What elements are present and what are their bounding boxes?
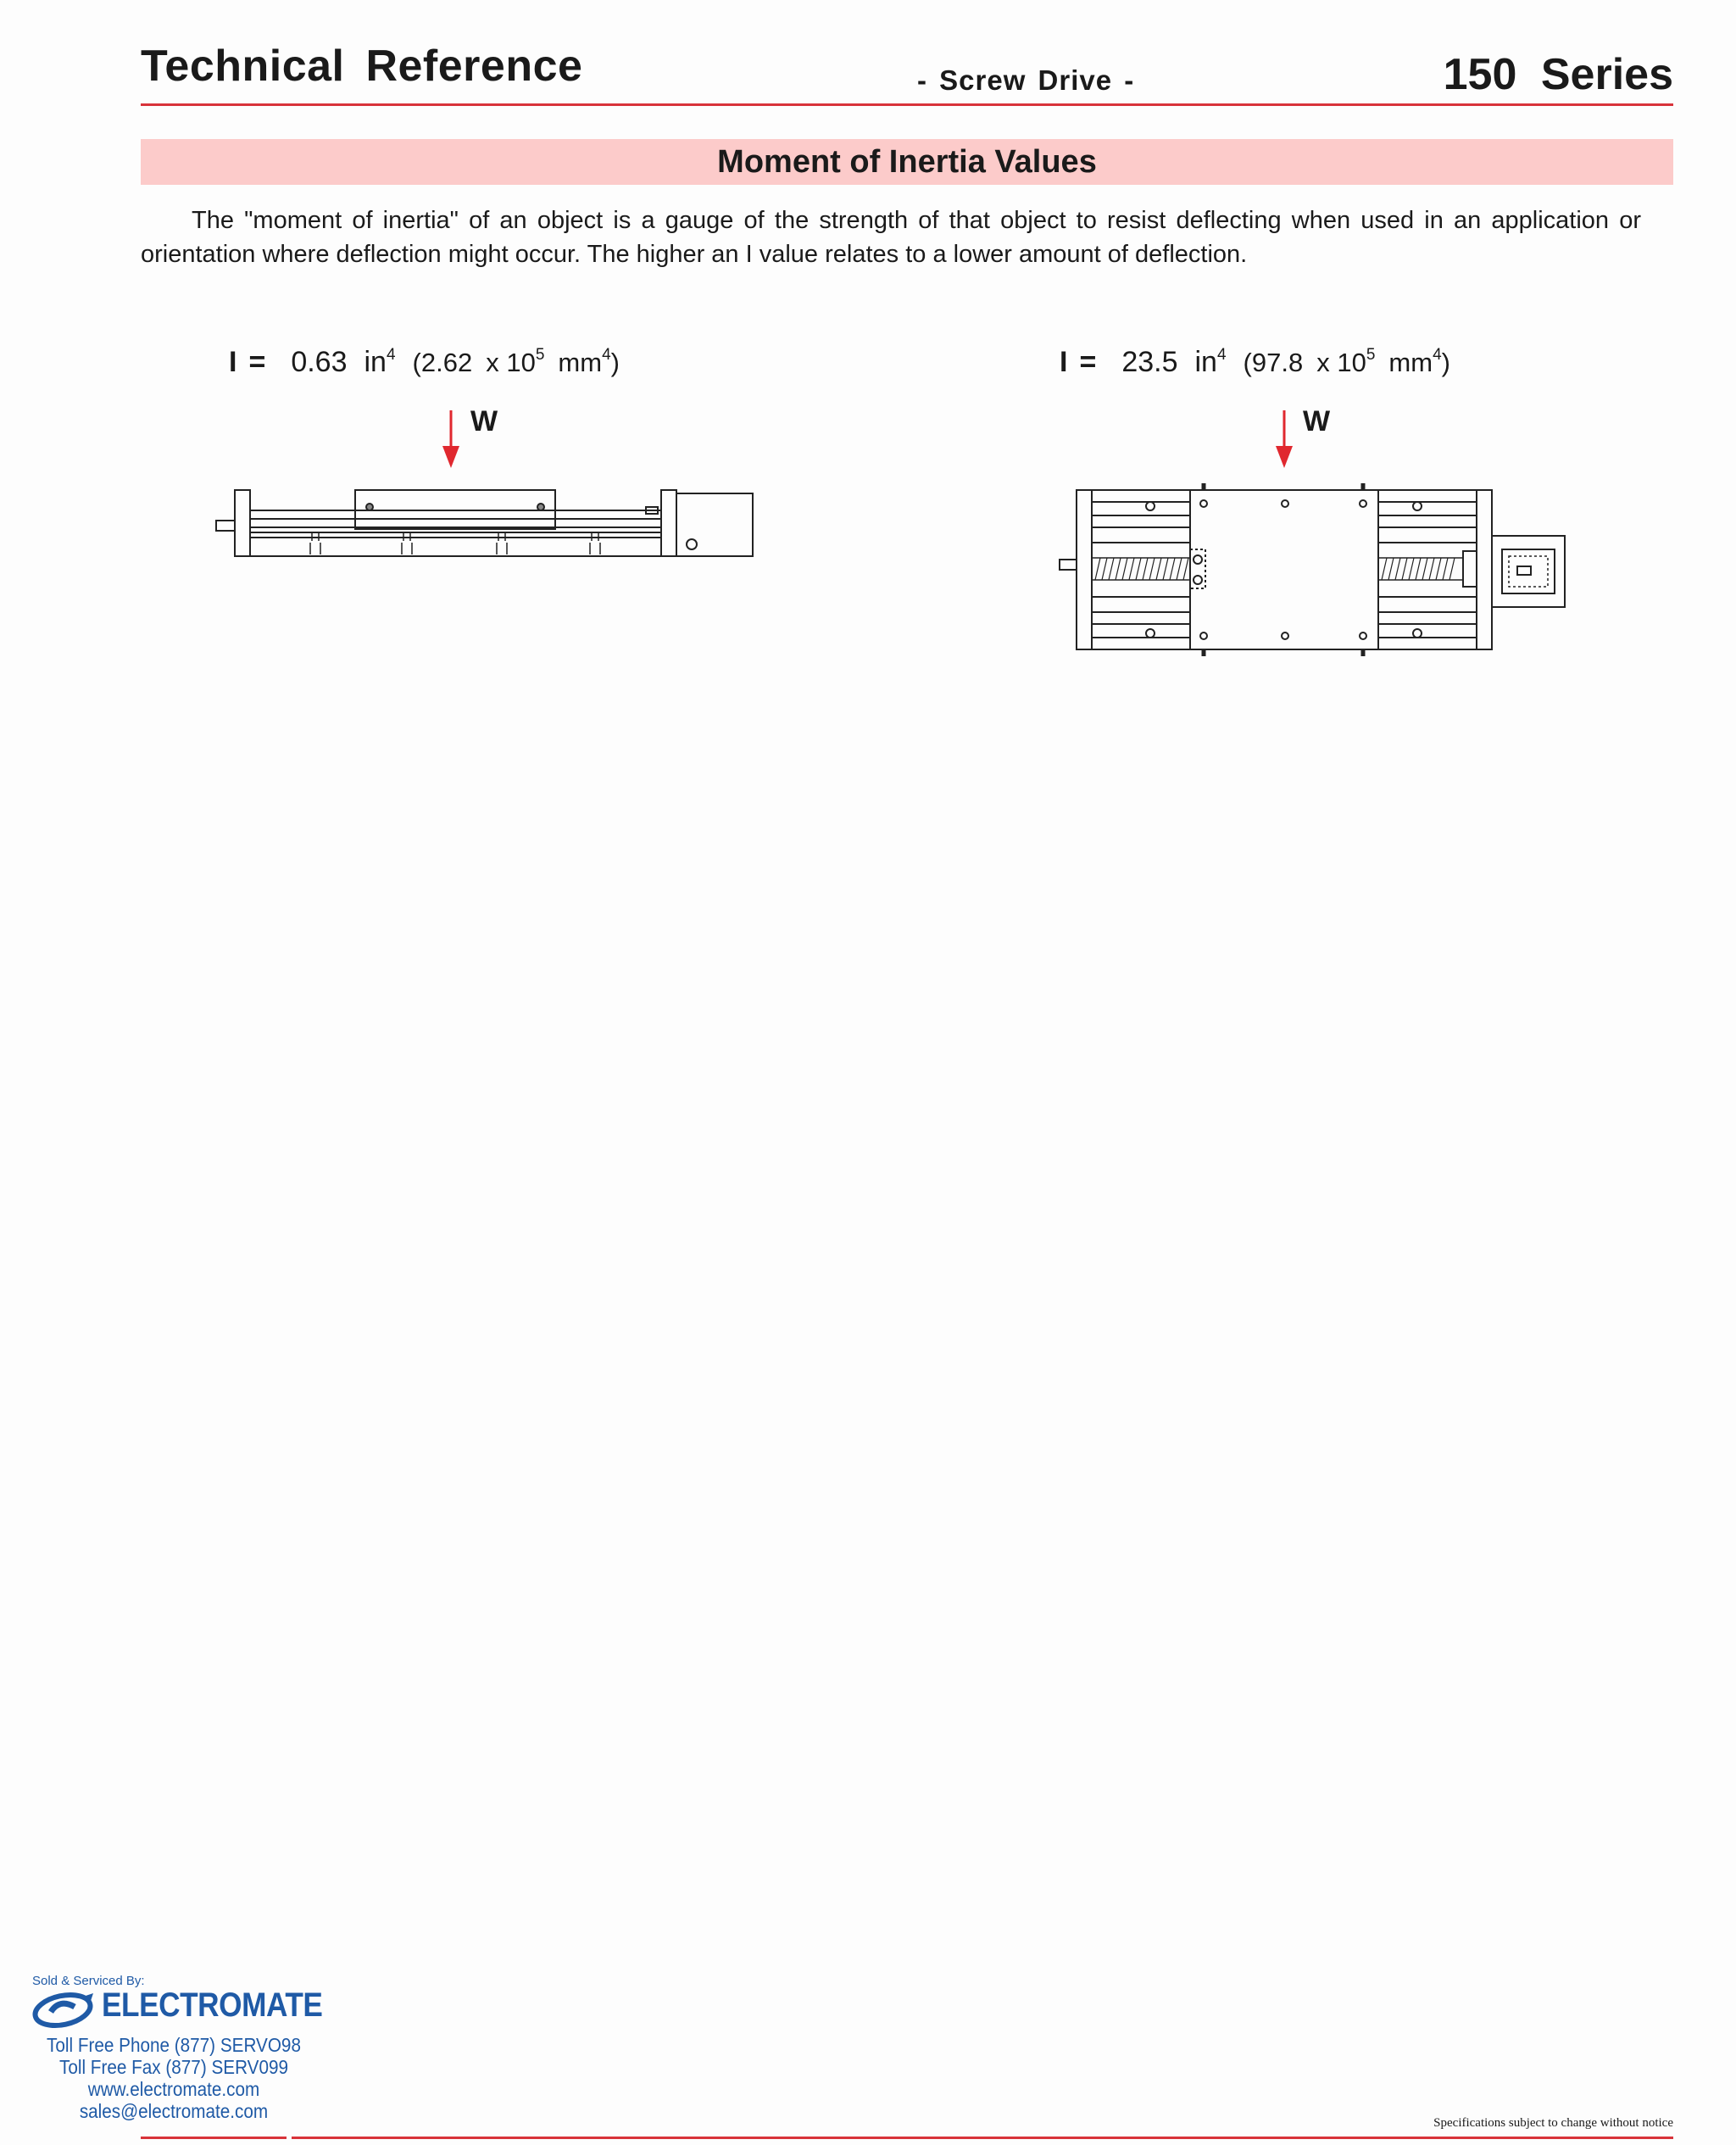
email-link[interactable]: sales@electromate.com <box>79 2100 269 2122</box>
actuator-drawings <box>0 0 1736 695</box>
brand-row <box>25 1988 331 2034</box>
distributor-block <box>25 1974 331 2122</box>
electromate-logo-icon <box>32 1990 100 2029</box>
metric-exp: 5 <box>1366 346 1376 364</box>
metric-unit-exp: 4 <box>1433 346 1442 364</box>
metric-times: x 10 <box>486 348 536 377</box>
equals-sign: = <box>1079 346 1097 378</box>
side-view-actuator <box>216 490 753 556</box>
inertia-unit-exp: 4 <box>1216 346 1227 364</box>
series-number: 150 <box>1443 50 1517 99</box>
metric-close: ) <box>610 348 620 377</box>
metric-unit: mm <box>1388 348 1433 377</box>
page-title: Technical Reference <box>141 42 583 91</box>
metric-open: (97.8 <box>1243 348 1304 377</box>
intro-text: The "moment of inertia" of an object is a gauge of the strength of that object to resist deflecting when used in an application or orientation where deflection might occur. The higher an I value relates to a lower amount of deflection. <box>141 207 1641 268</box>
inertia-value: 0.63 <box>291 346 348 378</box>
brand-name: ELECTROMATE <box>102 1986 323 2024</box>
metric-unit: mm <box>558 348 603 377</box>
metric-unit-exp: 4 <box>602 346 611 364</box>
inertia-unit: in <box>364 346 387 378</box>
equals-sign: = <box>248 346 266 378</box>
series-word: Series <box>1540 50 1673 99</box>
website-link[interactable]: www.electromate.com <box>87 2078 260 2100</box>
load-label-1: W <box>470 405 498 437</box>
footer-rule-right <box>292 2137 1673 2139</box>
inertia-value: 23.5 <box>1121 346 1178 378</box>
metric-exp: 5 <box>535 346 545 364</box>
metric-close: ) <box>1441 348 1450 377</box>
fax-line: Toll Free Fax (877) SERV099 <box>59 2056 288 2078</box>
top-view-actuator <box>1060 483 1565 656</box>
section-title: Moment of Inertia Values <box>141 139 1673 185</box>
page-subtitle: - Screw Drive - <box>917 64 1135 96</box>
metric-times: x 10 <box>1316 348 1366 377</box>
load-arrow-2-icon <box>1276 410 1293 468</box>
inertia-symbol: I <box>1060 346 1068 378</box>
inertia-symbol: I <box>229 346 237 378</box>
disclaimer: Specifications subject to change without notice <box>1433 2116 1673 2130</box>
load-label-2: W <box>1303 405 1331 437</box>
inertia-unit: in <box>1194 346 1217 378</box>
footer-rule-left <box>141 2137 287 2139</box>
inertia-unit-exp: 4 <box>386 346 396 364</box>
metric-open: (2.62 <box>412 348 473 377</box>
sold-by-label: Sold & Serviced By: <box>32 1974 145 1988</box>
load-arrow-1-icon <box>442 410 459 468</box>
phone-line: Toll Free Phone (877) SERVO98 <box>47 2034 301 2056</box>
